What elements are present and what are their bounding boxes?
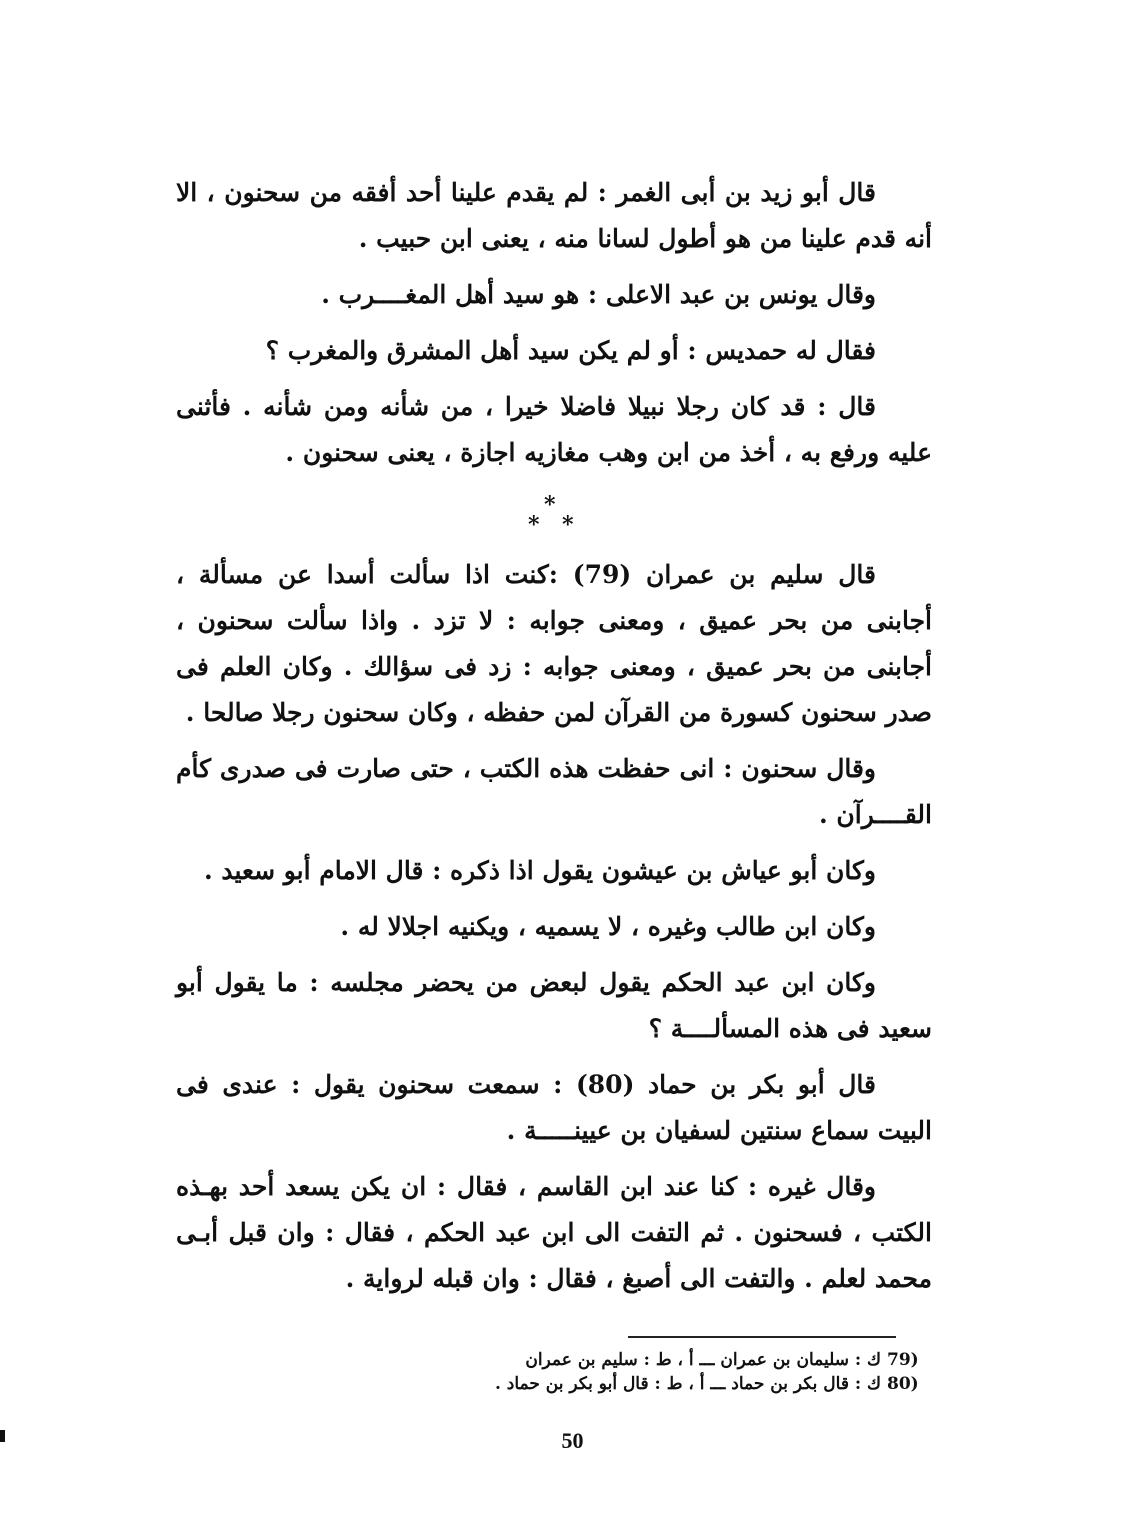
footnote-text: ك : سليمان بن عمران ـــ أ ، ط : سليم بن عمران <box>525 1350 882 1370</box>
section-separator <box>500 492 600 542</box>
paragraph: وكان ابن عبد الحكم يقول لبعض من يحضر مجلسه : ما يقول أبو سعيد فى هذه المسألــــة ؟ <box>176 968 932 1043</box>
scan-edge-mark <box>0 1430 5 1442</box>
paragraph: وقال غيره : كنا عند ابن القاسم ، فقال : ان يكن يسعد أحد بهـذه الكتب ، فسحنون . ثم التفت الى ابن عبد الحكم ، فقال : وان قبل أبـى محمد لعلم . والتفت الى أصبغ ، فقال : وان قبله لرواية . <box>176 1172 932 1293</box>
page-number: 50 <box>561 1428 584 1453</box>
footnote-number: 79) <box>887 1350 919 1370</box>
footnote-number: 80) <box>887 1374 919 1394</box>
footnotes <box>330 1348 925 1396</box>
paragraph: وقال سحنون : انى حفظت هذه الكتب ، حتى صارت فى صدرى كأم القــــرآن . <box>176 754 932 829</box>
footnote <box>330 1372 925 1396</box>
paragraph: وقال يونس بن عبد الاعلى : هو سيد أهل المغــــرب . <box>321 280 876 309</box>
paragraph: فقال له حمديس : أو لم يكن سيد أهل المشرق والمغرب ؟ <box>265 336 876 365</box>
paragraph: قال : قد كان رجلا نبيلا فاضلا خيرا ، من شأنه ومن شأنه . فأثنى عليه ورفع به ، أخذ من ابن وهب مغازيه اجازة ، يعنى سحنون . <box>176 392 932 467</box>
paragraph: وكان ابن طالب وغيره ، لا يسميه ، ويكنيه اجلالا له . <box>340 912 876 941</box>
star-glyph: * <box>528 512 540 538</box>
star-glyph: * <box>562 512 574 538</box>
footnote-text: ك : قال بكر بن حماد ـــ أ ، ط : قال أبو بكر بن حماد . <box>494 1374 882 1394</box>
main-text <box>176 170 932 1312</box>
paragraph: قال أبو بكر بن حماد (80) : سمعت سحنون يقول : عندى فى البيت سماع سنتين لسفيان بن عيينـــــة . <box>176 1070 932 1145</box>
paragraph: وكان أبو عياش بن عيشون يقول اذا ذكره : قال الامام أبو سعيد . <box>203 856 876 885</box>
footnote-rule <box>628 1336 896 1338</box>
footnote <box>330 1348 925 1372</box>
star-glyph: * <box>544 492 556 518</box>
paragraph: قال سليم بن عمران (79) :كنت اذا سألت أسدا عن مسألة ، أجابنى من بحر عميق ، ومعنى جوابه : لا تزد . واذا سألت سحنون ، أجابنى من بحر عميق ، ومعنى جوابه : زد فى سؤالك . وكان العلم فى صدر سحنون كسورة من القرآن لمن حفظه ، وكان سحنون رجلا صالحا . <box>176 560 932 727</box>
paragraph: قال أبو زيد بن أبى الغمر : لم يقدم علينا أحد أفقه من سحنون ، الا أنه قدم علينا من هو أطول لسانا منه ، يعنى ابن حبيب . <box>176 178 932 253</box>
